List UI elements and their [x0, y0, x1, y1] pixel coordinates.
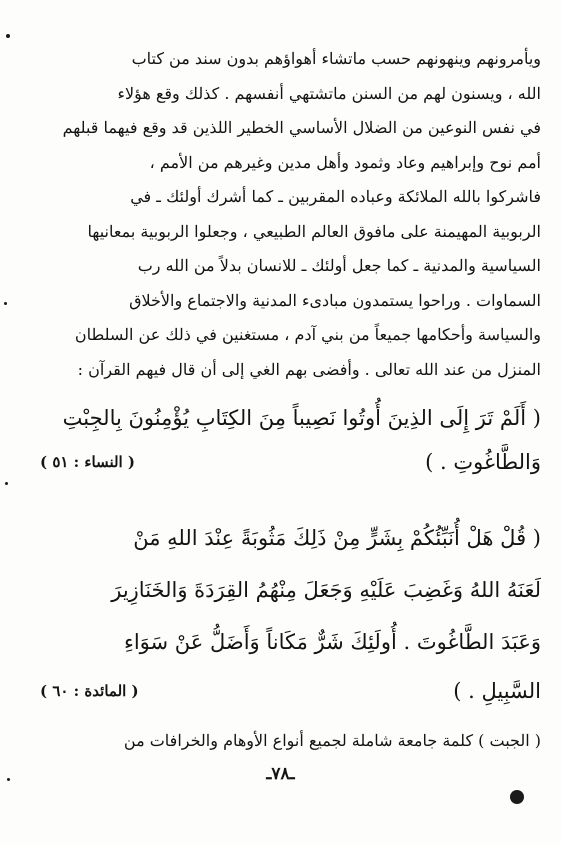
- scan-speck: [4, 302, 7, 305]
- scan-speck: [6, 34, 10, 38]
- quran-verse-line: وَالطَّاغُوتِ . ): [425, 450, 541, 474]
- quran-verse-line: لَعَنَهُ اللهُ وَغَضِبَ عَلَيْهِ وَجَعَلَ مِنْهُمُ القِرَدَةَ وَالخَنَازِيرَ: [111, 578, 541, 602]
- paragraph-line: المنزل من عند الله تعالى . وأفضى بهم الغي إلى أن قال فيهم القرآن :: [77, 359, 541, 379]
- verse-reference: ( المائدة : ٦٠ ): [40, 682, 139, 700]
- quran-verse-line: ( قُلْ هَلْ أُنَبِّئُكُمْ بِشَرٍّ مِنْ ذَلِكَ مَثُوبَةً عِنْدَ اللهِ مَنْ: [133, 526, 541, 550]
- paragraph-line: الله ، ويسنون لهم من السنن ماتشتهي أنفسهم . كذلك وقع هؤلاء: [117, 83, 541, 103]
- verse-reference: ( النساء : ٥١ ): [40, 453, 136, 471]
- quran-quote-nisa: [40, 392, 541, 480]
- paragraph-line: فاشركوا بالله الملائكة وعباده المقربين ـ كما أشرك أولئك ـ في: [130, 187, 541, 206]
- page-number: ـ٧٨ـ: [266, 764, 295, 784]
- paragraph-line: أمم نوح وإبراهيم وعاد وثمود وأهل مدين وغيرهم من الأمم ،: [149, 152, 541, 172]
- scan-speck: [510, 790, 524, 804]
- main-paragraph: [40, 42, 541, 387]
- footnote-line: ( الجبت ) كلمة جامعة شاملة لجميع أنواع الأوهام والخرافات من: [123, 731, 541, 750]
- paragraph-line: السماوات . وراحوا يستمدون مبادىء المدنية والاجتماع والأخلاق: [129, 290, 541, 310]
- paragraph-line: الربوبية المهيمنة على مافوق العالم الطبيعي ، وجعلوا الربوبية بمعانيها: [87, 221, 541, 241]
- paragraph-line: السياسية والمدنية ـ كما جعل أولئك ـ للانسان بدلاً من الله رب: [137, 256, 541, 275]
- quran-quote-maida: [40, 512, 541, 714]
- paragraph-line: والسياسة وأحكامها جميعاً من بني آدم ، مستغنين في ذلك عن السلطان: [74, 325, 541, 344]
- scan-speck: [5, 482, 8, 485]
- quran-verse-line: وَعَبَدَ الطَّاغُوتَ . أُولَئِكَ شَرٌّ مَكَاناً وَأَضَلُّ عَنْ سَوَاءِ: [123, 630, 541, 654]
- footnote: [40, 724, 541, 759]
- paragraph-line: ويأمرونهم وينهونهم حسب ماتشاء أهواؤهم بدون سند من كتاب: [131, 49, 541, 68]
- quran-verse-line: السَّبِيلِ . ): [453, 679, 541, 703]
- scan-speck: [7, 778, 10, 781]
- quran-verse-line: ( أَلَمْ تَرَ إِلَى الذِينَ أُوتُوا نَصِيباً مِنَ الكِتَابِ يُؤْمِنُونَ بِالجِبْتِ: [62, 406, 541, 430]
- paragraph-line: في نفس النوعين من الضلال الأساسي الخطير اللذين قد وقع فيهما قبلهم: [62, 118, 541, 137]
